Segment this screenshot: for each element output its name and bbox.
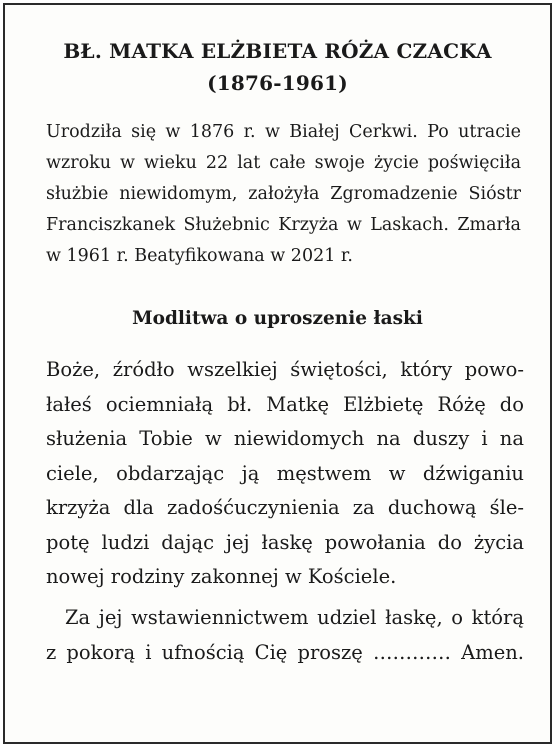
prayer-card [3,3,552,744]
prayer-line: służenia Tobie w niewidomych na duszy i na [46,427,524,450]
life-dates: (1876-1961) [207,71,348,95]
prayer-line: Boże, źródło wszelkiej świętości, który powo- [46,358,524,381]
prayer-line: nowej rodziny zakonnej w Kościele. [46,565,397,588]
prayer-line: potę ludzi dając jej łaskę powołania do życia [46,530,524,554]
prayer-line: krzyża dla zadośćuczynienia za duchową śle- [46,496,524,519]
prayer-line: łałeś ociemniałą bł. Matkę Elżbietę Różę do [46,392,524,416]
biography-paragraph: Urodziła się w 1876 r. w Białej Cerkwi. Po utracie wzroku w wieku 22 lat całe swoje życie poświęciła służbie niewidomym, założyła Zgromadzenie Sióstr Franciszkanek Służebnic Krzyża w Laskach. Zmarła w 1961 r. Beatyfikowana w 2021 r. [46,122,521,266]
prayer-paragraph-2 [46,601,524,670]
prayer-title: Modlitwa o uproszenie łaski [132,308,423,329]
prayer-paragraph-1 [46,353,524,595]
page-title: BŁ. MATKA ELŻBIETA RÓŻA CZACKA [63,39,492,63]
prayer-line: Za jej wstawiennictwem udziel łaskę, o którą [65,606,524,629]
prayer-line: ciele, obdarzając ją męstwem w dźwiganiu [46,461,524,485]
prayer-line: z pokorą i ufnością Cię proszę ………… Amen. [46,640,524,664]
